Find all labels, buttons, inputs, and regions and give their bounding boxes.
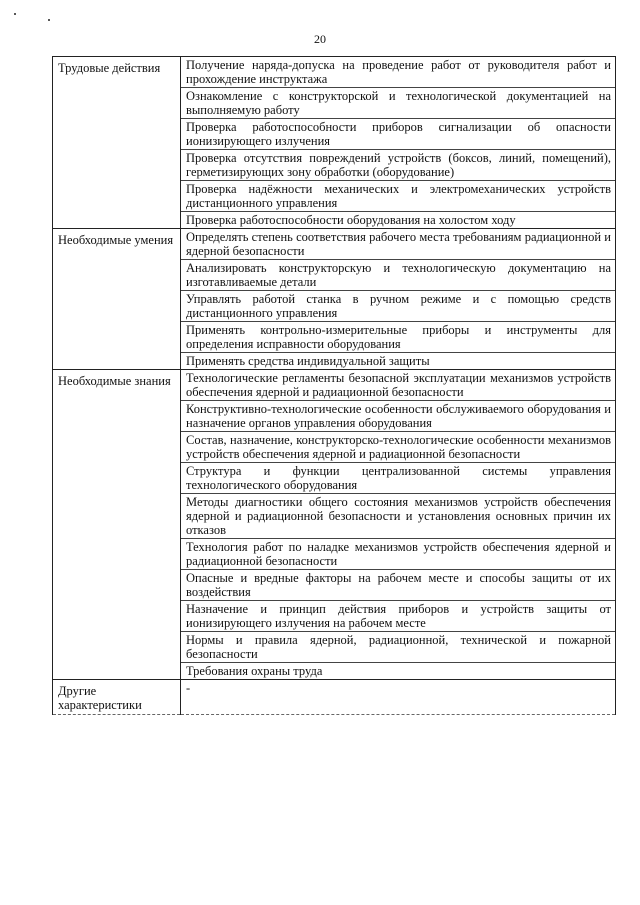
scan-speck (14, 13, 16, 15)
scan-speck (48, 19, 50, 21)
list-item: Конструктивно-технологические особенности обслуживаемого оборудования и назначение органов управления оборудования (181, 401, 615, 432)
section-label: Другие характеристики (53, 680, 181, 715)
list-item: Методы диагностики общего состояния механизмов устройств обеспечения ядерной и радиационной безопасности и установления основных причин их отказов (181, 494, 615, 539)
list-item: Опасные и вредные факторы на рабочем месте и способы защиты от их воздействия (181, 570, 615, 601)
list-item: Определять степень соответствия рабочего места требованиям радиационной и ядерной безопасности (181, 229, 615, 260)
list-item: Получение наряда-допуска на проведение работ от руководителя работ и прохождение инструктажа (181, 57, 615, 88)
list-item: Технология работ по наладке механизмов устройств обеспечения ядерной и радиационной безопасности (181, 539, 615, 570)
list-item: Проверка работоспособности оборудования на холостом ходу (186, 213, 516, 227)
section-items (181, 370, 616, 680)
section-label: Необходимые умения (53, 229, 181, 370)
list-item: Применять средства индивидуальной защиты (186, 354, 430, 368)
list-item: Управлять работой станка в ручном режиме и с помощью средств дистанционного управления (181, 291, 615, 322)
section-other-characteristics (53, 680, 616, 715)
section-required-knowledge (53, 370, 616, 680)
section-required-skills (53, 229, 616, 370)
list-item: Ознакомление с конструкторской и технологической документацией на выполняемую работу (181, 88, 615, 119)
section-labor-actions (53, 57, 616, 229)
list-item: Проверка работоспособности приборов сигнализации об опасности ионизирующего излучения (181, 119, 615, 150)
section-items (181, 680, 616, 715)
list-item: Состав, назначение, конструкторско-технологические особенности механизмов устройств обеспечения ядерной и радиационной безопасности (181, 432, 615, 463)
list-item: Нормы и правила ядерной, радиационной, технической и пожарной безопасности (181, 632, 615, 663)
qualification-table (52, 56, 616, 715)
list-item: Технологические регламенты безопасной эксплуатации механизмов устройств обеспечения ядерной и радиационной безопасности (181, 370, 615, 401)
section-label: Трудовые действия (53, 57, 181, 229)
list-item: Применять контрольно-измерительные приборы и инструменты для определения исправности оборудования (181, 322, 615, 353)
list-item: - (186, 681, 191, 695)
list-item: Требования охраны труда (186, 664, 323, 678)
section-items (181, 229, 616, 370)
page-number: 20 (314, 32, 326, 46)
section-label: Необходимые знания (53, 370, 181, 680)
list-item: Назначение и принцип действия приборов и устройств защиты от ионизирующего излучения на рабочем месте (181, 601, 615, 632)
list-item: Анализировать конструкторскую и технологическую документацию на изготавливаемые детали (181, 260, 615, 291)
section-items (181, 57, 616, 229)
list-item: Структура и функции централизованной системы управления технологического оборудования (181, 463, 615, 494)
list-item: Проверка отсутствия повреждений устройств (боксов, линий, помещений), герметизирующих зону обработки (оборудование) (181, 150, 615, 181)
list-item: Проверка надёжности механических и электромеханических устройств дистанционного управления (181, 181, 615, 212)
